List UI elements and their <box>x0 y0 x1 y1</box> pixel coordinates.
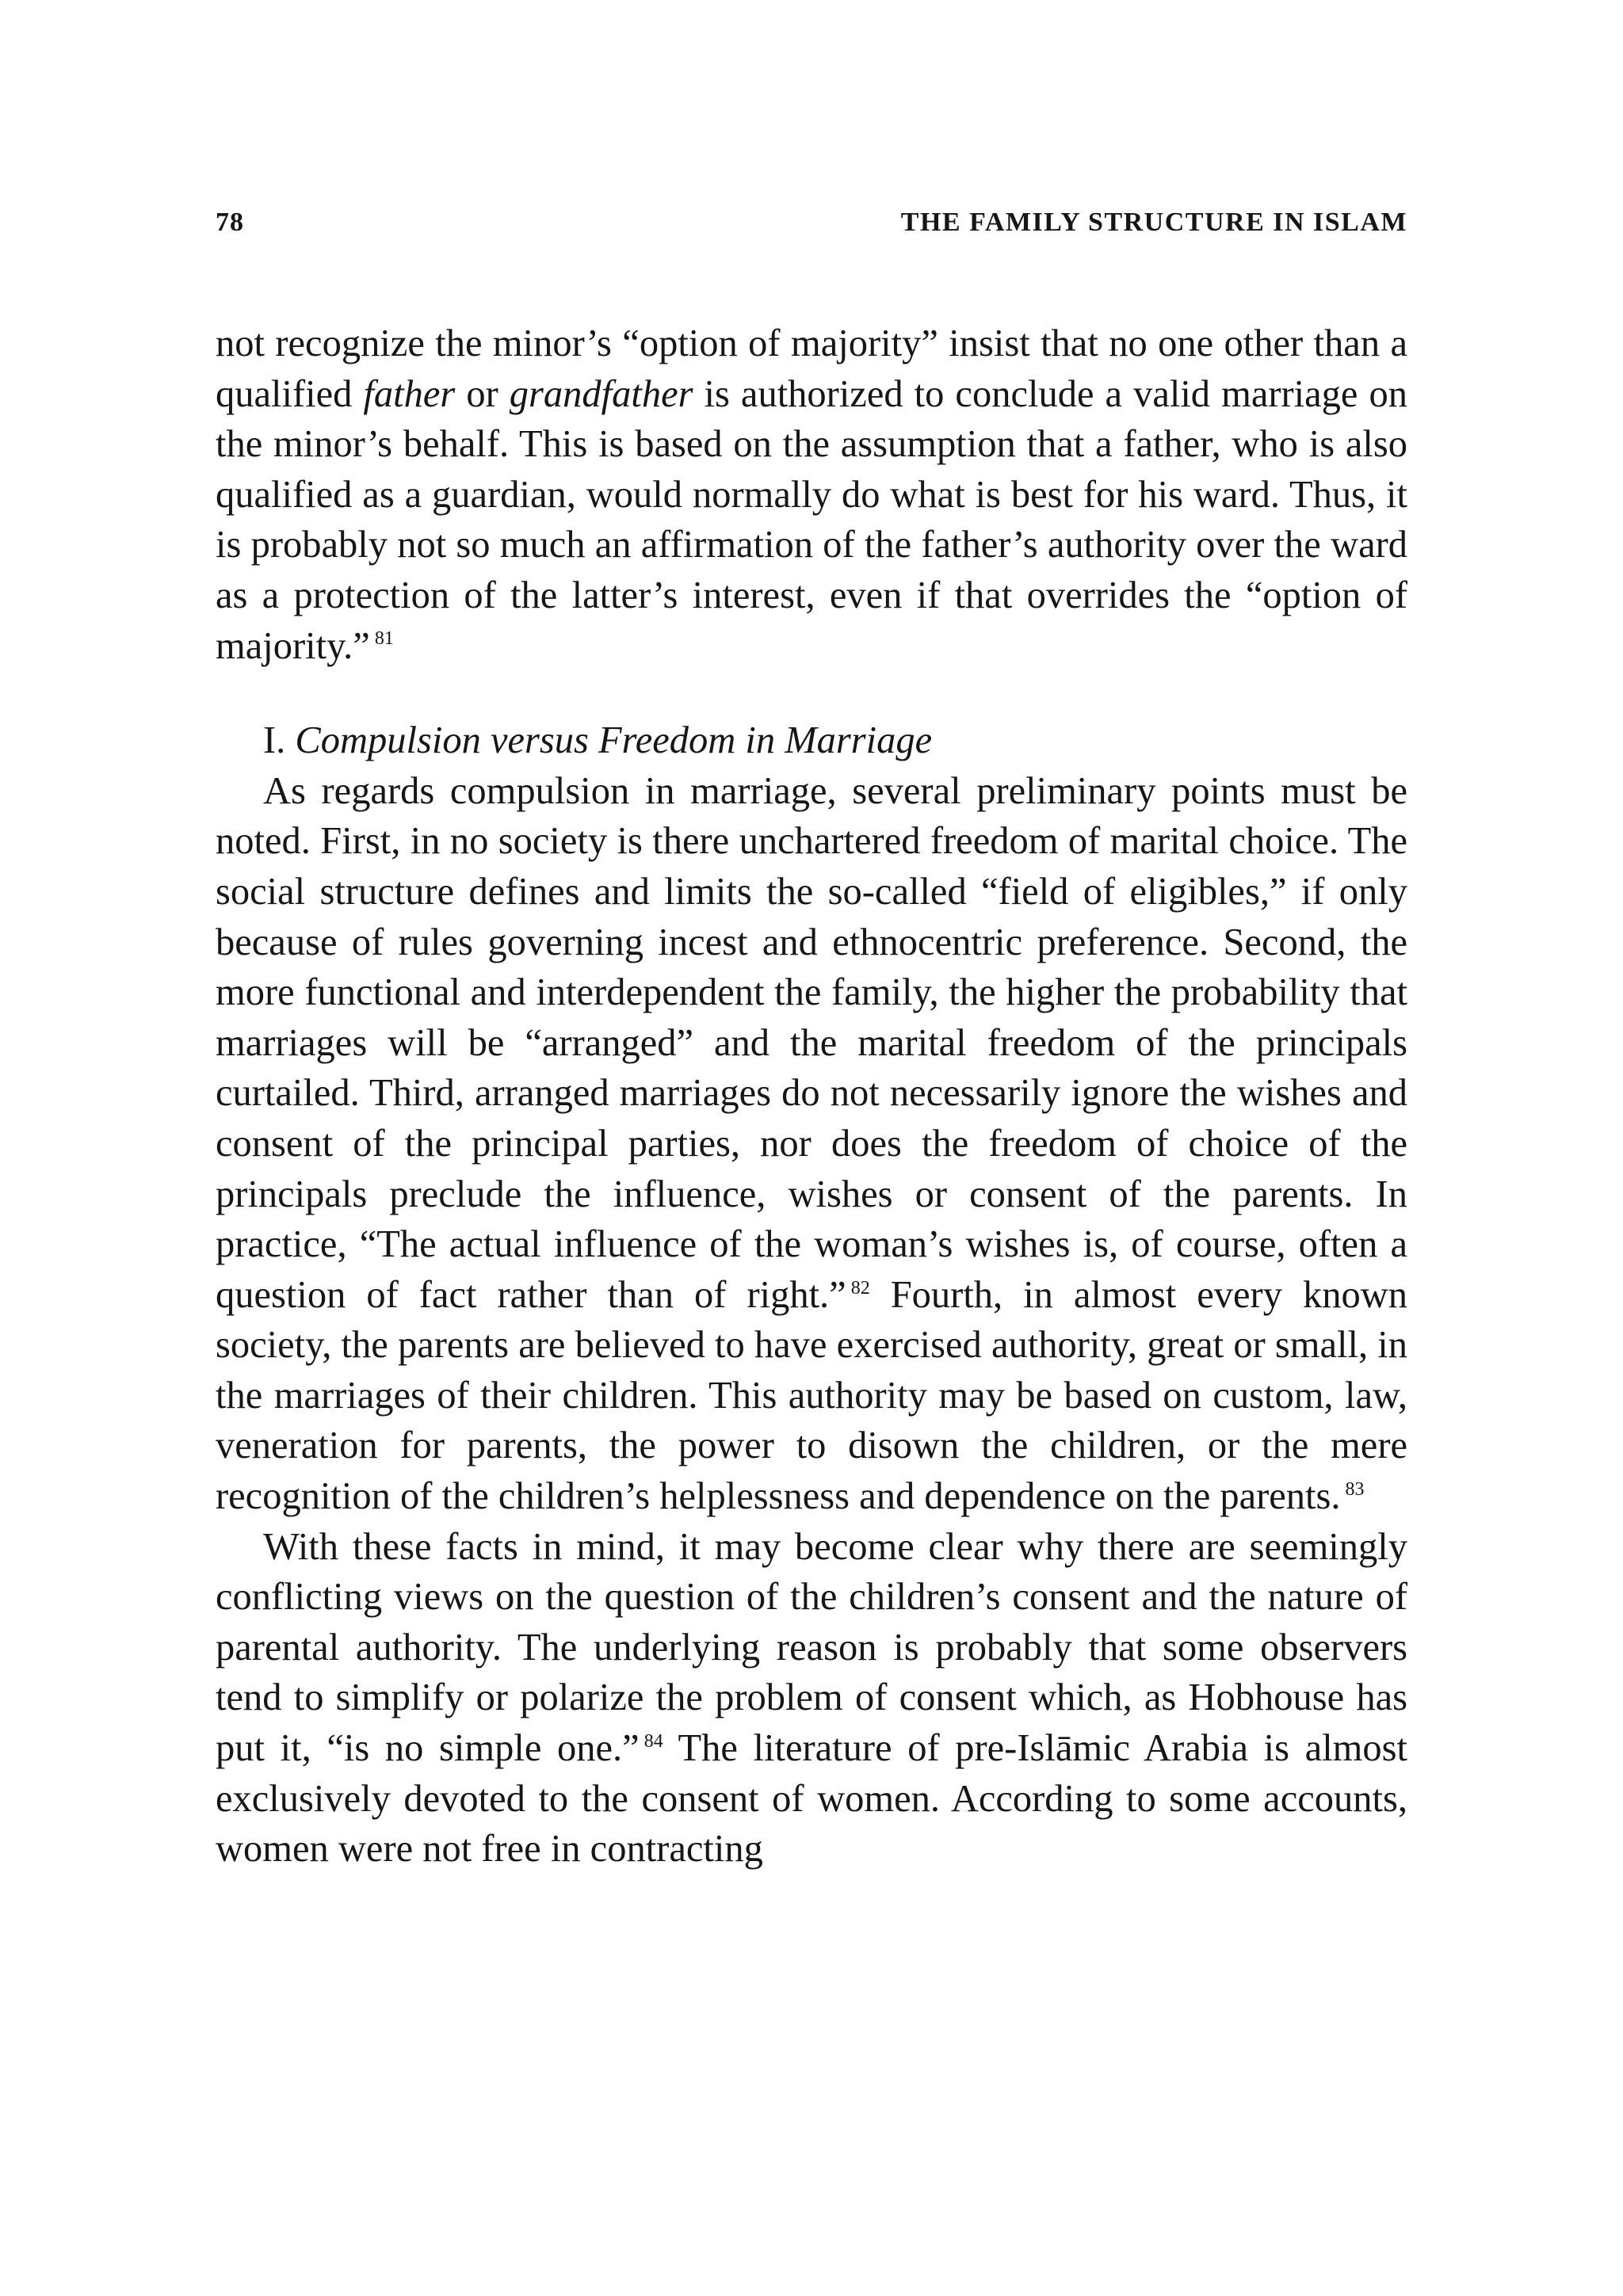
paragraph-1-text-c: is authorized to conclude a valid marriage on the minor’s behalf. This is based on the assumption that a father, who is also qualified as a guardian, would normally do what is best for his ward. Thus, it is probably not so much an affirmation of the father’s authority over the ward as a protection of the latter’s interest, even if that overrides the “option of majority.” <box>216 372 1407 667</box>
book-page <box>216 208 1407 1875</box>
footnote-ref-83: 83 <box>1345 1478 1365 1500</box>
paragraph-3-text-a: With these facts in mind, it may become clear why there are seemingly conflicting views on the question of the children’s consent and the nature of parental authority. The underlying reason is probably that some observers tend to simplify or polarize the problem of consent which, as Hobhouse has put it, “is no simple one.” <box>216 1525 1407 1770</box>
running-head <box>216 208 1407 247</box>
footnote-ref-84: 84 <box>643 1730 663 1752</box>
section-title: Compulsion versus Freedom in Marriage <box>295 719 933 762</box>
emphasis-grandfather: grandfather <box>509 372 693 415</box>
footnote-ref-82: 82 <box>850 1277 870 1299</box>
paragraph-2-text-b: Fourth, in almost every known society, the parents are believed to have exercised authority, great or small, in the marriages of their children. This authority may be based on custom, law, veneration for parents, the power to disown the children, or the mere recognition of the children’s helplessness and dependence on the parents. <box>216 1273 1407 1518</box>
page-number: 78 <box>216 208 244 237</box>
body-text <box>216 318 1407 1875</box>
paragraph-3-text-b: The literature of pre-Islāmic Arabia is almost exclusively devoted to the consent of women. According to some accounts, women were not free in contracting <box>216 1727 1407 1871</box>
paragraph-2 <box>216 766 1407 1522</box>
paragraph-3 <box>216 1522 1407 1875</box>
running-title: THE FAMILY STRUCTURE IN ISLAM <box>900 208 1407 237</box>
emphasis-father: father <box>363 372 456 415</box>
paragraph-1-text-b: or <box>455 372 510 415</box>
paragraph-1-text-a: not recognize the minor’s “option of majority” insist that no one other than a qualified <box>216 322 1407 415</box>
paragraph-1 <box>216 318 1407 671</box>
section-number: I. <box>263 719 286 762</box>
paragraph-2-text-a: As regards compulsion in marriage, several preliminary points must be noted. First, in no society is there unchartered freedom of marital choice. The social structure defines and limits the so-called “field of eligibles,” if only because of rules governing incest and ethnocentric preference. Second, the more functional and interdependent the family, the higher the probability that marriages will be “arranged” and the marital freedom of the principals curtailed. Third, arranged marriages do not necessarily ignore the wishes and consent of the principal parties, nor does the freedom of choice of the principals preclude the influence, wishes or consent of the parents. In practice, “The actual influence of the woman’s wishes is, of course, often a question of fact rather than of right.” <box>216 769 1407 1316</box>
section-heading <box>216 715 1407 766</box>
footnote-ref-81: 81 <box>374 628 394 650</box>
